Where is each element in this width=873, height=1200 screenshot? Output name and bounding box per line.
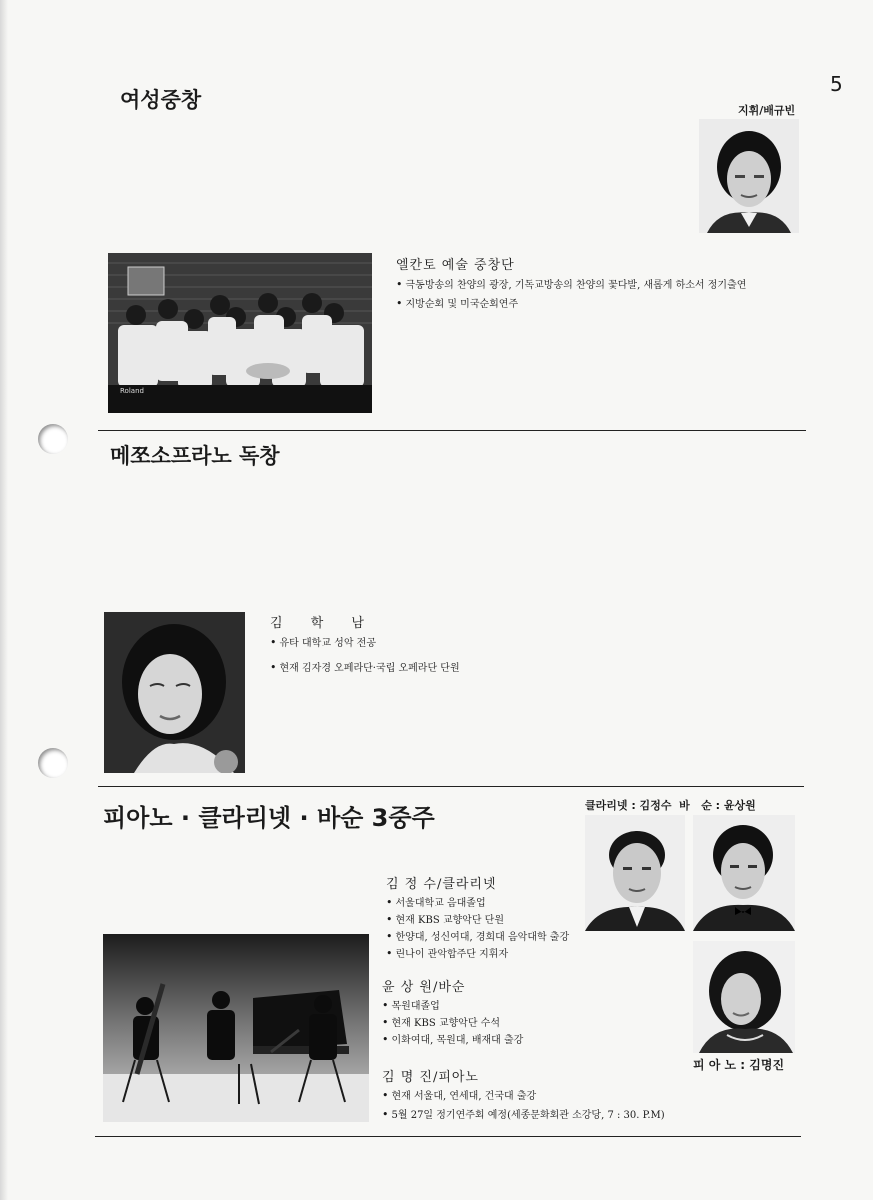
binder-hole-top bbox=[38, 424, 68, 454]
choir-group-name: 엘칸토 예술 중창단 bbox=[396, 258, 515, 273]
choir-detail-1: • 극동방송의 찬양의 광장, 기독교방송의 찬양의 꽃다발, 새롭게 하소서 정기출연 bbox=[396, 276, 746, 295]
section-title-trio: 피아노 · 클라리넷 · 바순 3중주 bbox=[103, 804, 435, 832]
trio-member-1-detail-4: • 린나이 관악합주단 지휘자 bbox=[386, 946, 569, 963]
section-title-mezzo: 메쪼소프라노 독창 bbox=[110, 444, 280, 468]
divider-3 bbox=[95, 1136, 801, 1137]
trio-member-1-name: 김 정 수/클라리넷 bbox=[386, 877, 497, 892]
mezzo-portrait bbox=[104, 612, 245, 773]
trio-member-2-detail-3: • 이화여대, 목원대, 배재대 출강 bbox=[382, 1032, 523, 1049]
conductor-portrait bbox=[699, 119, 799, 233]
trio-member-3-detail-2: • 5월 27일 정기연주회 예정(세종문화회관 소강당, 7 : 30. P.M) bbox=[382, 1107, 665, 1124]
trio-member-3-detail-1: • 현재 서울대, 연세대, 건국대 출강 bbox=[382, 1088, 665, 1105]
divider-1 bbox=[98, 430, 806, 431]
pianist-portrait bbox=[693, 941, 795, 1053]
trio-photo-caption-bottom: 피 아 노 : 김명진 bbox=[693, 1058, 785, 1072]
trio-member-3-name: 김 명 진/피아노 bbox=[382, 1070, 479, 1085]
trio-member-1-details bbox=[386, 895, 569, 963]
binder-hole-bottom bbox=[38, 748, 68, 778]
mezzo-detail-1: • 유타 대학교 성악 전공 bbox=[270, 634, 460, 653]
trio-member-2-detail-1: • 목원대졸업 bbox=[382, 998, 523, 1015]
trio-member-2-name: 윤 상 원/바순 bbox=[382, 980, 466, 995]
trio-member-2-details bbox=[382, 998, 523, 1049]
divider-2 bbox=[98, 786, 804, 787]
trio-member-2-detail-2: • 현재 KBS 교향악단 수석 bbox=[382, 1015, 523, 1032]
mezzo-details bbox=[270, 634, 460, 678]
choir-details bbox=[396, 276, 746, 314]
mezzo-performer-name: 김 학 남 bbox=[270, 616, 376, 631]
clarinetist-portrait bbox=[585, 815, 685, 931]
choir-group-photo bbox=[108, 253, 372, 413]
trio-member-1-detail-3: • 한양대, 성신여대, 경희대 음악대학 출강 bbox=[386, 929, 569, 946]
trio-member-1-detail-2: • 현재 KBS 교향악단 단원 bbox=[386, 912, 569, 929]
trio-photo-caption-top: 클라리넷 : 김정수 바 순 : 윤상원 bbox=[585, 799, 756, 812]
bassoonist-portrait bbox=[693, 815, 795, 931]
page-edge-shadow bbox=[0, 0, 8, 1200]
section-title-women-choir: 여성중창 bbox=[120, 88, 202, 112]
trio-performance-photo bbox=[103, 934, 369, 1122]
trio-member-3-details bbox=[382, 1088, 665, 1124]
mezzo-detail-2: • 현재 김자경 오페라단·국립 오페라단 단원 bbox=[270, 659, 460, 678]
conductor-caption: 지휘/배규빈 bbox=[738, 104, 796, 117]
choir-detail-2: • 지방순회 및 미국순회연주 bbox=[396, 295, 746, 314]
page-number: 5 bbox=[830, 72, 843, 96]
trio-member-1-detail-1: • 서울대학교 음대졸업 bbox=[386, 895, 569, 912]
roland-logo-text: Roland bbox=[120, 387, 144, 395]
